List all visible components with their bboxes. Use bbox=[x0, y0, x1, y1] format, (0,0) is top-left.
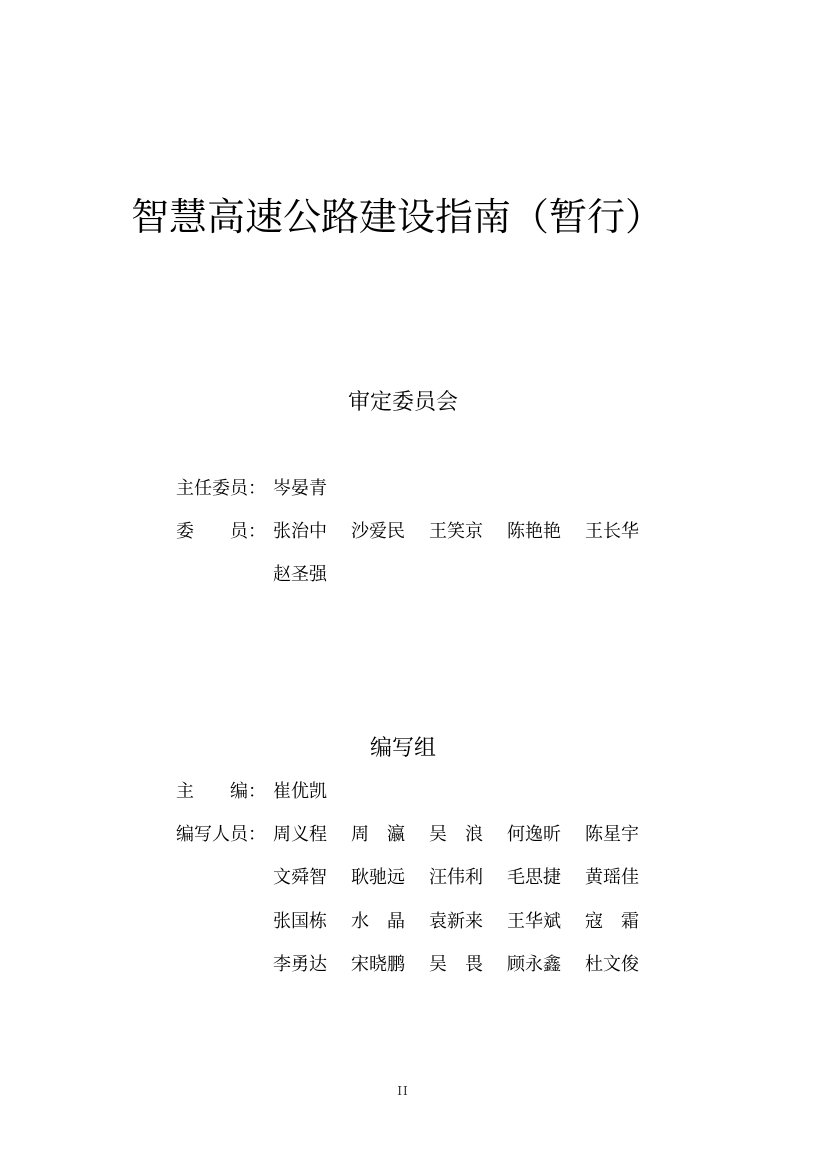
person-name: 寇 霜 bbox=[585, 911, 639, 932]
person-name: 张国栋 bbox=[273, 911, 327, 932]
person-name: 王长华 bbox=[585, 521, 639, 542]
person-name: 王笑京 bbox=[429, 521, 483, 542]
person-name: 陈艳艳 bbox=[507, 521, 561, 542]
person-name: 文舜智 bbox=[273, 867, 327, 888]
committee-members-role: 委 员： bbox=[176, 521, 266, 542]
writers-role: 编写人员： bbox=[176, 824, 266, 845]
person-name: 毛思捷 bbox=[507, 867, 561, 888]
person-name: 杜文俊 bbox=[585, 954, 639, 975]
person-name: 汪伟利 bbox=[429, 867, 483, 888]
writing-group-heading: 编写组 bbox=[369, 736, 436, 761]
person-name: 赵圣强 bbox=[273, 564, 327, 585]
person-name: 水 晶 bbox=[351, 911, 405, 932]
person-name: 陈星宇 bbox=[585, 824, 639, 845]
person-name: 袁新来 bbox=[429, 911, 483, 932]
person-name: 黄瑶佳 bbox=[585, 867, 639, 888]
person-name: 周义程 bbox=[273, 824, 327, 845]
page-number: II bbox=[397, 1084, 409, 1098]
person-name: 顾永鑫 bbox=[507, 954, 561, 975]
review-committee-heading: 审定委员会 bbox=[347, 390, 458, 415]
document-title: 智慧高速公路建设指南（暂行） bbox=[131, 195, 664, 239]
person-name: 宋晓鹏 bbox=[351, 954, 405, 975]
person-name: 何逸昕 bbox=[507, 824, 561, 845]
person-name: 吴 畏 bbox=[429, 954, 483, 975]
committee-chair-role: 主任委员： bbox=[176, 478, 266, 499]
person-name: 沙爱民 bbox=[351, 521, 405, 542]
person-name: 张治中 bbox=[273, 521, 327, 542]
person-name: 李勇达 bbox=[273, 954, 327, 975]
person-name: 王华斌 bbox=[507, 911, 561, 932]
person-name: 耿驰远 bbox=[351, 867, 405, 888]
person-name: 崔优凯 bbox=[273, 781, 327, 802]
person-name: 吴 浪 bbox=[429, 824, 483, 845]
person-name: 周 瀛 bbox=[351, 824, 405, 845]
person-name: 岑晏青 bbox=[273, 478, 327, 499]
chief-editor-role: 主 编： bbox=[176, 781, 266, 802]
